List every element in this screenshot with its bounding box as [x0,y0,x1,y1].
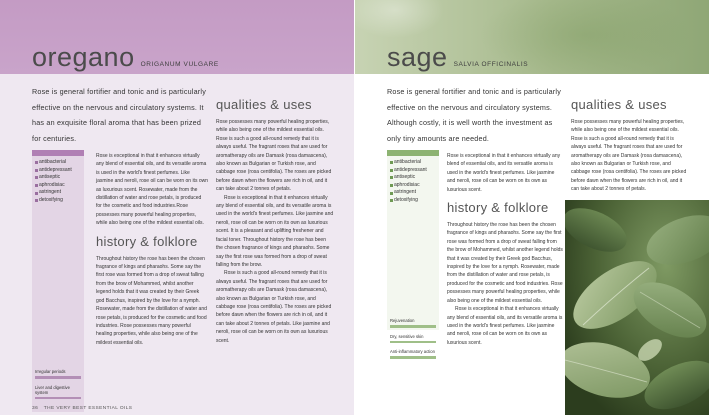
square-bullet-icon [35,161,38,164]
ailment-bar [390,341,436,344]
sage-leaves-image [565,200,709,415]
right-page-sage [355,0,709,415]
section-heading-history: history & folklore [447,200,549,216]
body-paragraph: Throughout history the rose has been the chosen fragrance of kings and pharaohs. Some say the first rose was formed from a drop of sweat falling from the brow of Mohammed, whilst another legend holds that it was created by their Greek god Bacchus, inspired by the love for a nymph. Rosewater, made from the distillation of water and rose petals, is produced for the cosmetic and food industries. Rose possesses many powerful healing properties, while also being one of the mildest essential oils. [447,222,563,304]
running-title: THE VERY BEST ESSENTIAL OILS [43,406,133,411]
property-item: astringent [390,189,427,197]
square-bullet-icon [35,176,38,179]
left-ailments-list [35,369,81,405]
ailment-bar [390,356,436,359]
body-paragraph: Rose is exceptional in that it enhances virtually any blend of essential oils, and its versatile aroma is used in the world's finest perfumes. Like jasmine and neroli, rose oil can be worn on its own as luxurious scent. [447,153,561,193]
section-heading-qualities: qualities & uses [216,97,312,112]
right-latin-name: SALVIA OFFICINALIS [453,61,529,68]
ailment-item: Anti-inflammatory action [390,349,436,362]
body-paragraph: Rose is such a good all-round remedy that it is always useful. The fragrant roses that are used for aromatherapy oils are Damask (rosa damascena), also known as Bulgarian or Turkish rose, and cabbage rose (rosa centifolia). The roses are picked before dawn when the flowers are rich in oil, and it can take about 2 tonnes of petals. Like jasmine and neroli, rose oil can be worn on its own as luxurious scent. [216,270,332,344]
property-item: antidepressant [35,167,72,175]
square-bullet-icon [390,192,393,195]
page-footer [32,406,132,411]
ailment-bar [35,376,81,379]
ailment-item: Liver and digestive system [35,385,81,403]
right-properties-panel [387,150,439,354]
right-properties-list [390,159,427,205]
ailment-bar [390,325,436,328]
ailment-item: Dry, sensitive skin [390,334,436,347]
right-column-2 [571,97,689,194]
property-item: antibacterial [390,159,427,167]
left-page-header [0,0,354,74]
section-heading-history: history & folklore [96,233,198,249]
property-item: detoxifying [35,197,72,205]
right-page-header [355,0,709,74]
left-title-row [32,42,219,73]
right-title-row [387,42,528,73]
square-bullet-icon [390,176,393,179]
square-bullet-icon [35,169,38,172]
square-bullet-icon [35,184,38,187]
left-column-2 [216,97,334,345]
left-column-1 [96,152,208,347]
square-bullet-icon [390,199,393,202]
property-item: detoxifying [390,197,427,205]
ailment-item: Irregular periods [35,369,81,382]
body-paragraph: Rose possesses many powerful healing properties, while also being one of the mildest essential oils. Rose is such a good all-round remedy that it is always useful. The fragrant roses that are used for aromatherapy oils are Damask (rosa damascena), also known as Bulgarian or Turkish rose, and cabbage rose (rosa centifolia). The roses are picked before dawn when the flowers are rich in oil, and it can take about 2 tonnes of petals. [571,119,687,193]
left-properties-panel [32,150,84,412]
property-item: antiseptic [390,174,427,182]
right-properties-bar [387,150,439,156]
property-item: antibacterial [35,159,72,167]
body-paragraph: Rose is exceptional in that it enhances virtually any blend of essential oils, and its versatile aroma is used in the world's finest perfumes. Like jasmine and neroli, rose oil can be worn on its own as luxurious scent. It is a pleasant and uplifting freshener and facial toner. Throughout history the rose has been the chosen fragrance of kings and pharaohs. Some say the first rose was formed from a drop of sweat falling from the brow. [216,194,334,268]
square-bullet-icon [390,169,393,172]
body-paragraph: Throughout history the rose has been the chosen fragrance of kings and pharaohs. Some say the first rose was formed from a drop of sweat falling from the brow of Mohammed, whilst another legend holds that it was created by their Greek god Bacchus, inspired by the love for a nymph. Rosewater, made from the distillation of water and rose petals, is produced for the cosmetic and food industries. Rose possesses many powerful healing properties, while also being one of the mildest essential oils. [96,255,207,346]
square-bullet-icon [390,184,393,187]
square-bullet-icon [390,161,393,164]
left-properties-list [35,159,72,205]
sage-leaves-photo [565,200,709,415]
body-paragraph: Rose is exceptional in that it enhances virtually any blend of essential oils, and its versatile aroma is used in the world's finest perfumes. Like jasmine and neroli, rose oil can be worn on its own as luxurious scent. Rosewater, made from the distillation of water and rose petals, is produced for the cosmetic and food industries.Rose possesses many powerful healing properties, while also being one of the mildest essential oils. [96,153,209,227]
ailment-bar [35,397,81,400]
property-item: aphrodisiac [35,182,72,190]
right-ailments-list [390,318,436,365]
square-bullet-icon [35,192,38,195]
square-bullet-icon [35,199,38,202]
left-page-title: oregano [32,42,135,72]
page-number: 36 [32,406,39,411]
left-intro: Rose is general fortifier and tonic and is particularly effective on the nervous and circulatory systems. It has an exquisite floral aroma that has been prized for centuries. [32,87,206,143]
body-paragraph: Rose possesses many powerful healing properties, while also being one of the mildest essential oils. Rose is such a good all-round remedy that it is always useful. The fragrant roses that are used for aromatherapy oils are Damask (rosa damascena), also known as Bulgarian or Turkish rose, and cabbage rose (rosa centifolia). The roses are picked before dawn when the flowers are rich in oil, and it can take about 2 tonnes of petals. [216,119,332,193]
right-intro: Rose is general fortifier and tonic and is particularly effective on the nervous and circulatory systems. Although costly, it is well worth the investment as only tiny amounts are needed. [387,87,561,143]
left-properties-bar [32,150,84,156]
property-item: antiseptic [35,174,72,182]
left-latin-name: ORIGANUM VULGARE [140,61,219,68]
property-item: antidepressant [390,167,427,175]
ailment-item: Rejuvenation [390,318,436,331]
right-page-title: sage [387,42,448,72]
property-item: aphrodisiac [390,182,427,190]
section-heading-qualities: qualities & uses [571,97,667,112]
body-paragraph: Rose is exceptional in that it enhances virtually any blend of essential oils, and its versatile aroma is used in the world's finest perfumes. Like jasmine and neroli, rose oil can be worn on its own as luxurious scent. [447,306,563,346]
property-item: astringent [35,189,72,197]
right-column-1 [447,152,563,347]
left-page-oregano [0,0,354,415]
